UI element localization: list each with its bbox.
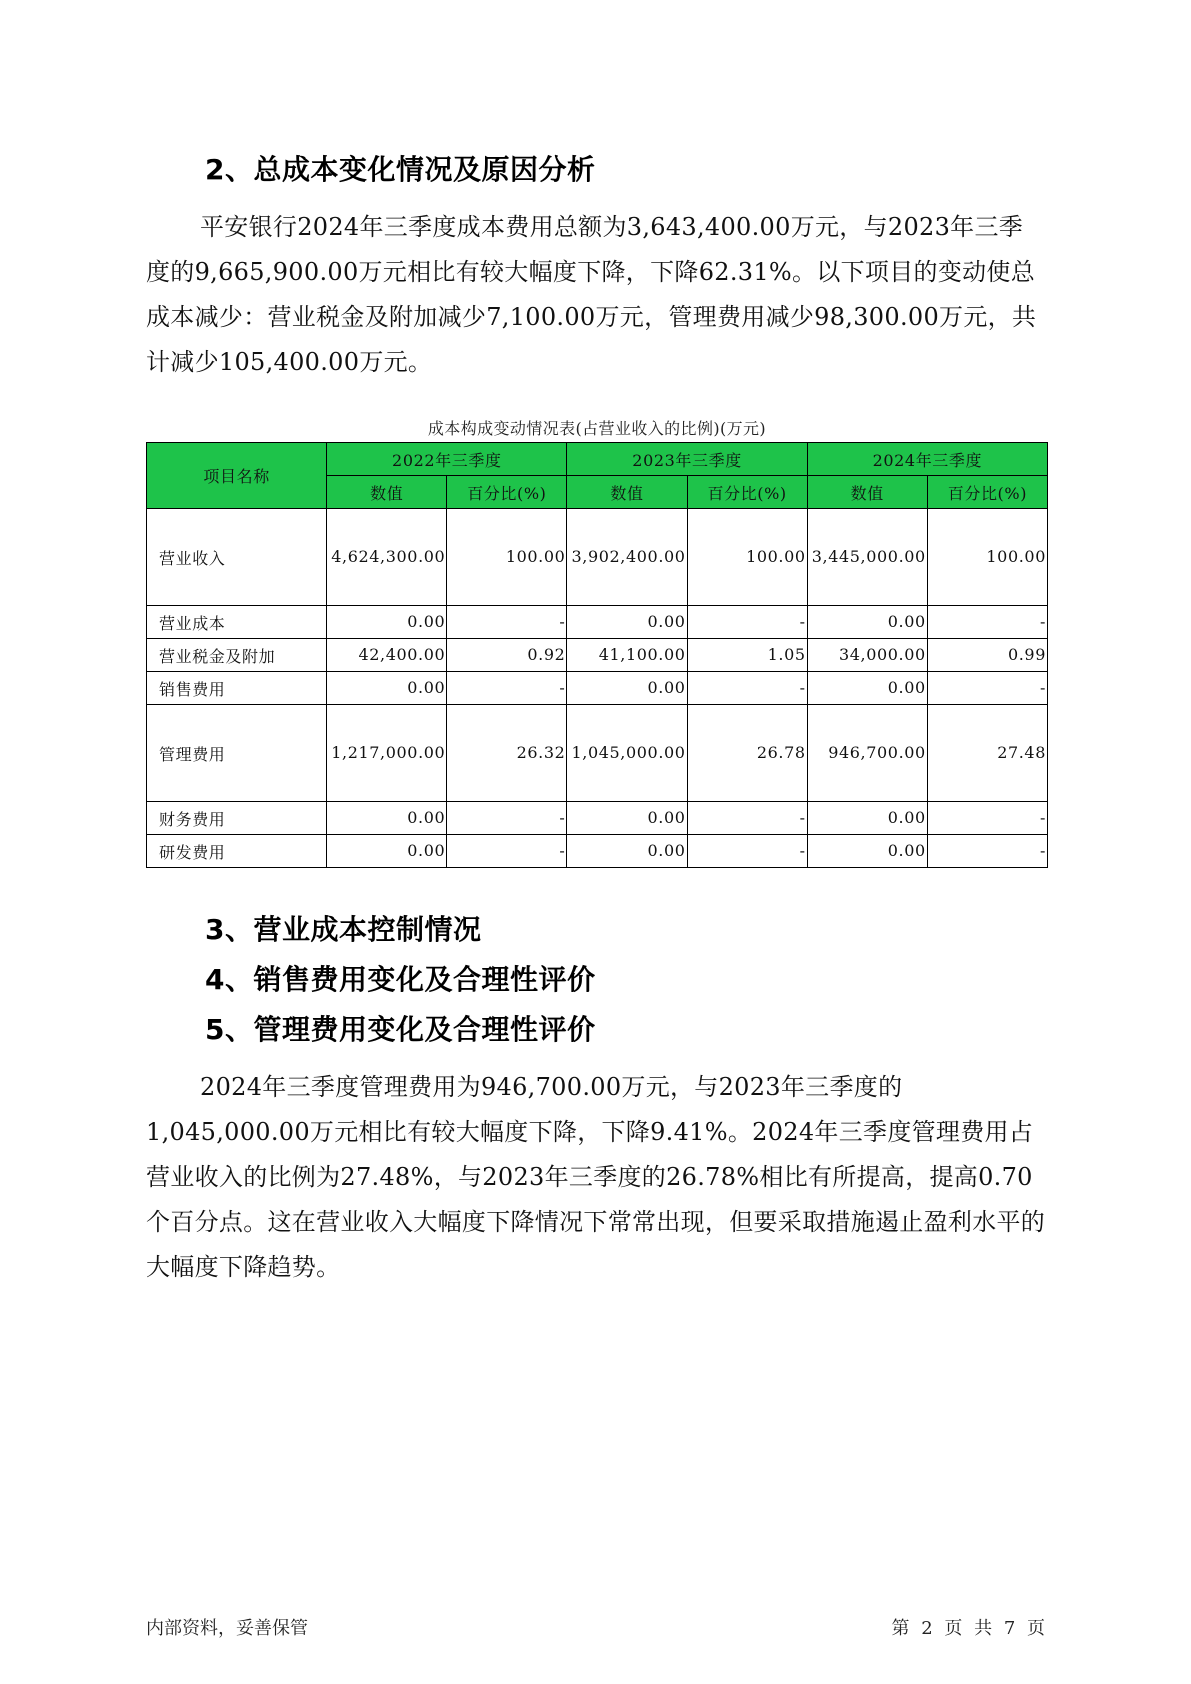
cell-percent: 100.00: [447, 509, 567, 606]
table-header: [147, 443, 1048, 509]
cell-value: 0.00: [567, 802, 687, 835]
header-percent: 百分比(%): [687, 476, 807, 509]
table-caption: 成本构成变动情况表(占营业收入的比例)(万元): [427, 419, 767, 438]
section-heading-operating-cost: 3、营业成本控制情况: [205, 913, 482, 946]
cell-percent: -: [447, 672, 567, 705]
cell-value: 0.00: [807, 835, 927, 868]
cell-value: 0.00: [327, 835, 447, 868]
table-row: [147, 606, 1048, 639]
row-name: 管理费用: [147, 705, 327, 802]
cell-value: 0.00: [567, 835, 687, 868]
cell-percent: 0.92: [447, 639, 567, 672]
cell-value: 41,100.00: [567, 639, 687, 672]
section-heading-sales-expense: 4、销售费用变化及合理性评价: [205, 963, 596, 996]
header-period-2022: 2022年三季度: [327, 443, 567, 476]
row-name: 营业收入: [147, 509, 327, 606]
cell-value: 946,700.00: [807, 705, 927, 802]
cell-percent: -: [927, 606, 1047, 639]
cost-structure-table: [146, 442, 1048, 868]
cell-percent: 26.78: [687, 705, 807, 802]
cell-percent: -: [447, 606, 567, 639]
cell-percent: -: [447, 835, 567, 868]
cell-percent: -: [447, 802, 567, 835]
table-row: [147, 835, 1048, 868]
paragraph-total-cost: 平安银行2024年三季度成本费用总额为3,643,400.00万元，与2023年三季度的9,665,900.00万元相比有较大幅度下降，下降62.31%。以下项目的变动使总成本减少：营业税金及附加减少7,100.00万元，管理费用减少98,300.00万元，共计减少105,400.00万元。: [146, 213, 1037, 376]
cell-value: 0.00: [807, 606, 927, 639]
table-row: [147, 509, 1048, 606]
cell-value: 42,400.00: [327, 639, 447, 672]
cell-value: 0.00: [567, 672, 687, 705]
header-item-name: 项目名称: [147, 443, 327, 509]
header-value: 数值: [567, 476, 687, 509]
cell-value: 34,000.00: [807, 639, 927, 672]
cell-percent: 26.32: [447, 705, 567, 802]
cell-percent: 100.00: [687, 509, 807, 606]
row-name: 营业成本: [147, 606, 327, 639]
cell-percent: -: [687, 802, 807, 835]
section-heading-admin-expense: 5、管理费用变化及合理性评价: [205, 1013, 596, 1046]
cell-percent: -: [687, 672, 807, 705]
row-name: 营业税金及附加: [147, 639, 327, 672]
cell-value: 4,624,300.00: [327, 509, 447, 606]
cell-value: 3,445,000.00: [807, 509, 927, 606]
header-value: 数值: [327, 476, 447, 509]
cell-percent: -: [687, 606, 807, 639]
table-row: [147, 672, 1048, 705]
cell-percent: 100.00: [927, 509, 1047, 606]
cell-value: 1,045,000.00: [567, 705, 687, 802]
cell-percent: -: [927, 802, 1047, 835]
cell-value: 0.00: [807, 672, 927, 705]
row-name: 研发费用: [147, 835, 327, 868]
cell-percent: 0.99: [927, 639, 1047, 672]
header-period-2024: 2024年三季度: [807, 443, 1047, 476]
row-name: 销售费用: [147, 672, 327, 705]
row-name: 财务费用: [147, 802, 327, 835]
header-percent: 百分比(%): [447, 476, 567, 509]
cell-percent: -: [927, 835, 1047, 868]
header-percent: 百分比(%): [927, 476, 1047, 509]
footer-page-number: 第 2 页 共 7 页: [891, 1618, 1045, 1639]
header-period-2023: 2023年三季度: [567, 443, 807, 476]
footer-confidential-note: 内部资料，妥善保管: [146, 1618, 308, 1639]
cell-value: 0.00: [327, 802, 447, 835]
table-row: [147, 705, 1048, 802]
table-row: [147, 639, 1048, 672]
section-heading-total-cost: 2、总成本变化情况及原因分析: [205, 153, 596, 186]
cell-value: 1,217,000.00: [327, 705, 447, 802]
cell-value: 0.00: [807, 802, 927, 835]
cell-value: 0.00: [327, 606, 447, 639]
cell-value: 3,902,400.00: [567, 509, 687, 606]
cell-percent: 27.48: [927, 705, 1047, 802]
cell-percent: -: [687, 835, 807, 868]
cell-percent: -: [927, 672, 1047, 705]
header-value: 数值: [807, 476, 927, 509]
table-row: [147, 802, 1048, 835]
cell-value: 0.00: [327, 672, 447, 705]
paragraph-admin-expense: 2024年三季度管理费用为946,700.00万元，与2023年三季度的1,045,000.00万元相比有较大幅度下降，下降9.41%。2024年三季度管理费用占营业收入的比例为27.48%，与2023年三季度的26.78%相比有所提高，提高0.70个百分点。这在营业收入大幅度下降情况下常常出现，但要采取措施遏止盈利水平的大幅度下降趋势。: [146, 1073, 1046, 1281]
cell-percent: 1.05: [687, 639, 807, 672]
cell-value: 0.00: [567, 606, 687, 639]
